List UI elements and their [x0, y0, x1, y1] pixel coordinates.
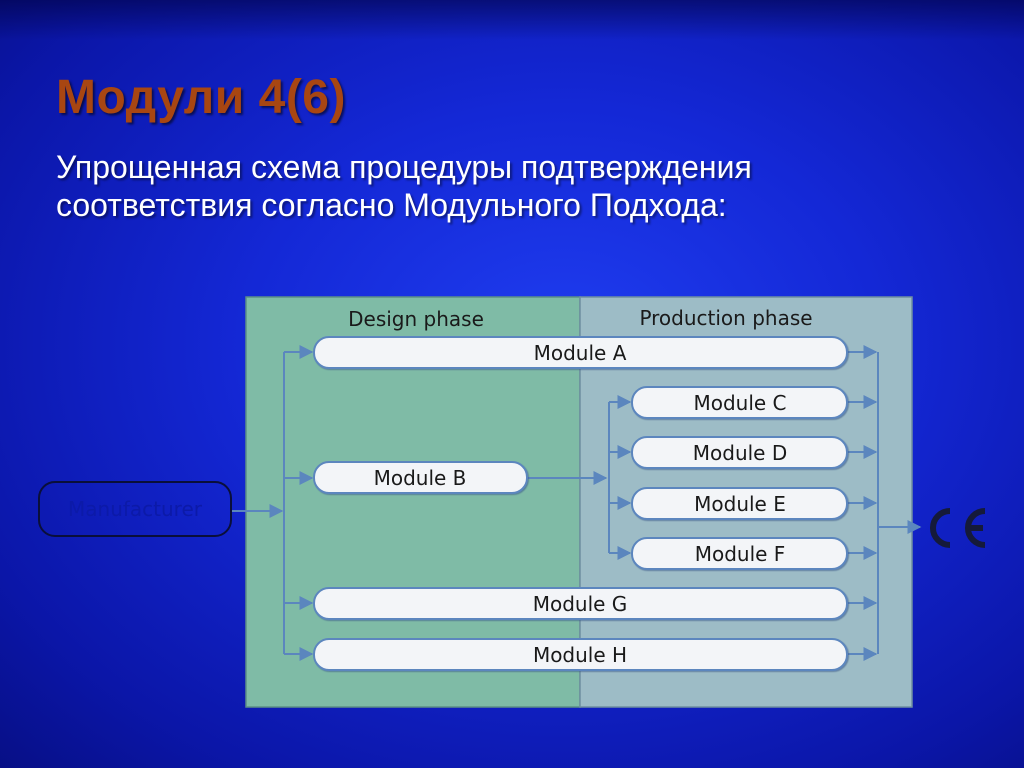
design-phase-label: Design phase: [348, 307, 484, 331]
page-title: Модули 4(6): [56, 71, 346, 124]
page-subtitle: Упрощенная схема процедуры подтверждения соответствия согласно Модульного Подхода:: [56, 149, 752, 223]
module-h: [314, 639, 847, 670]
ce-mark-icon: [933, 511, 985, 545]
module-g-label: Module G: [532, 592, 628, 616]
module-c-label: Module C: [693, 391, 787, 415]
production-phase-label: Production phase: [639, 306, 813, 330]
module-a: [314, 337, 847, 368]
module-e-label: Module E: [694, 492, 786, 516]
module-c: [632, 387, 847, 418]
module-d-label: Module D: [692, 441, 788, 465]
module-e: [632, 488, 847, 519]
module-h-label: Module H: [532, 643, 628, 667]
module-d: [632, 437, 847, 468]
module-b: [314, 462, 527, 493]
module-g: [314, 588, 847, 619]
module-f-label: Module F: [694, 542, 786, 566]
manufacturer-label: Manufacturer: [68, 497, 202, 521]
module-a-label: Module A: [533, 341, 627, 365]
module-f: [632, 538, 847, 569]
module-b-label: Module B: [373, 466, 467, 490]
